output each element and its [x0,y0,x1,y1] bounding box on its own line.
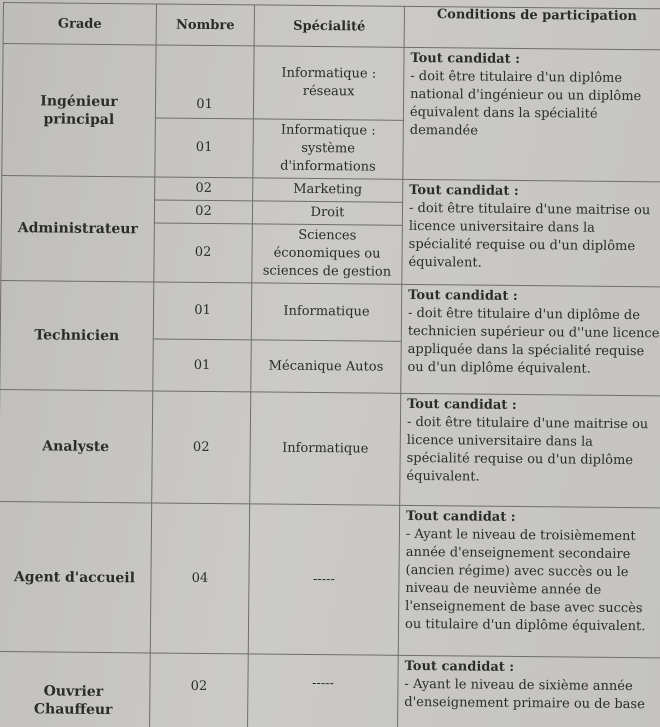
conditions-lead: Tout candidat : [408,287,518,304]
conditions-cell [403,47,660,182]
grade-analyste: Analyste [0,389,153,502]
nombre-cell: 01 [155,45,254,119]
specialite-cell: Informatique : réseaux [253,46,404,120]
conditions-cell [400,393,660,508]
table-row [2,44,660,123]
grade-ingenieur-principal: Ingénieur principal [2,44,156,177]
nombre-cell: 01 [153,282,252,340]
nombre-cell: 02 [152,391,251,504]
header-conditions: Conditions de participation [404,6,660,50]
grade-technicien: Technicien [0,280,154,390]
conditions-text: - doit être titulaire d'une maitrise ou licence universitaire dans la spécialité requise ou d'un diplôme équivalent. [406,414,649,485]
table-row [0,389,660,507]
header-row [3,3,660,50]
conditions-lead: Tout candidat : [406,508,516,525]
header-grade: Grade [3,3,156,45]
nombre-cell: 02 [154,200,252,224]
conditions-text: - doit être titulaire d'un diplôme de technicien supérieur ou d''une licence appliquée dans la spécialité requise ou d'un diplôme équivalent. [407,305,660,377]
table-row [0,651,660,727]
specialite-cell: Informatique [250,392,401,505]
conditions-cell [401,284,660,396]
conditions-cell [398,505,660,658]
table-row [0,501,660,657]
nombre-cell: 01 [153,339,251,392]
specialite-cell: Informatique [251,283,402,341]
conditions-lead: Tout candidat : [404,658,515,675]
specialite-cell: ----- [248,504,399,655]
table-row [2,175,660,204]
table-row [0,280,660,343]
nombre-cell: 02 [155,177,253,201]
nombre-cell: 02 [149,653,248,727]
grade-administrateur: Administrateur [1,175,155,281]
specialite-cell: Mécanique Autos [251,340,401,393]
conditions-cell [397,655,660,727]
conditions-text: - Ayant le niveau de troisièmement année d'enseignement secondaire (ancien régime) avec succès ou le niveau de neuvième année de l'enseignement de base avec succès ou titulaire d'un diplôme équivalent. [404,526,646,635]
conditions-lead: Tout candidat : [409,182,519,199]
conditions-text: - doit être titulaire d'une maitrise ou licence universitaire dans la spécialité requise ou d'un diplôme équivalent. [408,200,651,271]
nombre-cell: 04 [150,503,249,654]
conditions-cell [402,179,660,287]
grade-ouvrier-chauffeur: Ouvrier Chauffeur [0,651,150,727]
specialite-cell: ----- [247,654,398,727]
grade-agent-accueil: Agent d'accueil [0,501,152,652]
conditions-text: - doit être titulaire d'un diplôme national d'ingénieur ou un diplôme équivalent dans la spécialité demandée [409,68,642,139]
participation-table [0,2,660,727]
specialite-cell: Marketing [253,178,403,202]
specialite-cell: Informatique : système d'informations [253,119,404,179]
conditions-lead: Tout candidat : [407,396,517,413]
specialite-cell: Droit [252,201,402,225]
header-nombre: Nombre [156,4,254,46]
header-specialite: Spécialité [254,5,404,47]
specialite-cell: Sciences économiques ou sciences de gestion [252,224,403,284]
conditions-text: - Ayant le niveau de sixième année d'enseignement primaire ou de base [404,676,645,713]
nombre-cell: 02 [154,223,253,283]
nombre-cell: 01 [155,118,254,178]
conditions-lead: Tout candidat : [410,50,521,67]
